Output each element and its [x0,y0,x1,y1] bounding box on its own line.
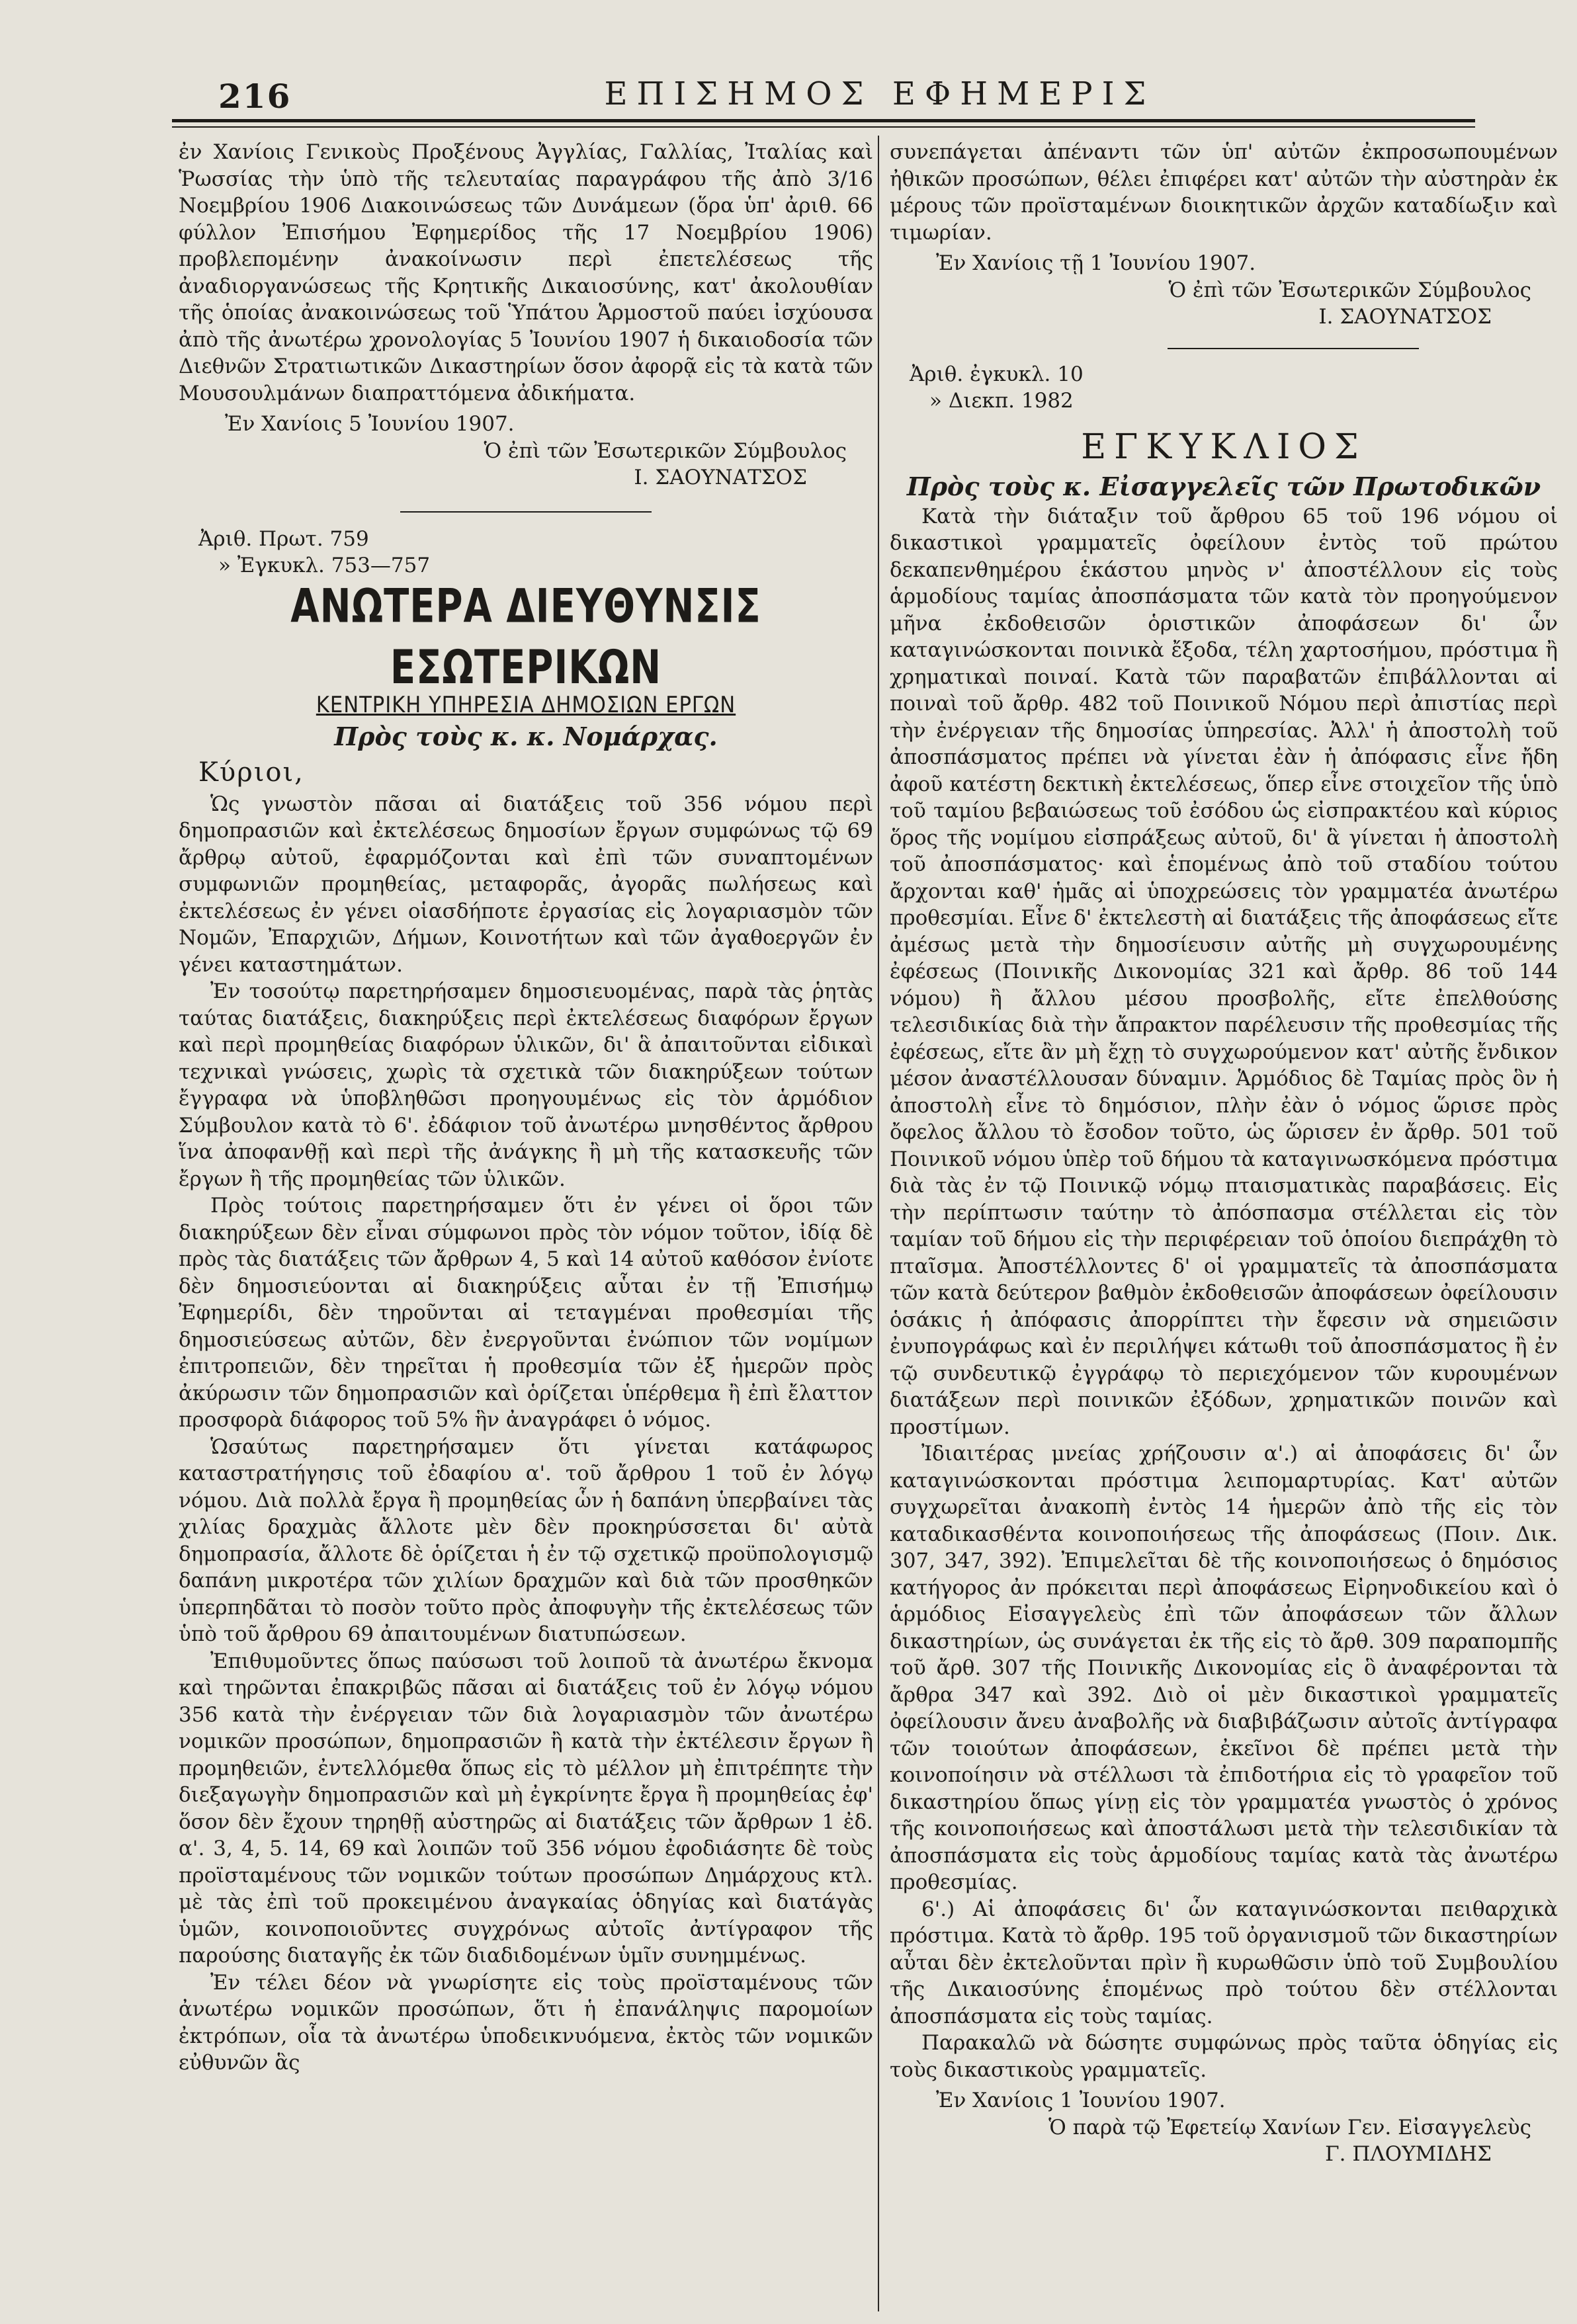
body-paragraph: Κατὰ τὴν διάταξιν τοῦ ἄρθρου 65 τοῦ 196 νόμου οἱ δικαστικοὶ γραμματεῖς ὀφείλουν ἐντὸς τοῦ πρώτου δεκαπενθημέρου ἑκάστου μηνὸς ν' ἀποστέλλουν εἰς τοὺς ἁρμοδίους ταμίας ἀποσπάσματα τῶν κατὰ τὸν προηγούμενον μῆνα ἐκδοθεισῶν ὁριστικῶν ἀποφάσεων δι' ὧν καταγινώσκονται ποινικὰ ἔξοδα, τέλη χαρτοσήμου, πρόστιμα ἢ χρηματικαὶ ποιναί. Κατὰ τῶν παραβατῶν ἐπιβάλλονται αἱ ποιναὶ τοῦ ἄρθρ. 482 τοῦ Ποινικοῦ Νόμου περὶ ἀπιστίας περὶ τὴν ἐνέργειαν τῆς δημοσίας ὑπηρεσίας. Ἀλλ' ἡ ἀποστολὴ τοῦ ἀποσπάσματος πρέπει νὰ γίνεται ἐὰν ἡ ἀπόφασις εἶνε ἤδη ἀφοῦ κατέστη δεκτικὴ ἐκτελέσεως, ὅπερ εἶνε στοιχεῖον τῆς ὑπὸ τοῦ ταμίου βεβαιώσεως τοῦ ἐσόδου ὡς εἰσπρακτέου καὶ κύριος ὅρος τῆς νομίμου εἰσπράξεως αὐτοῦ, δι' ἃ γίνεται ἡ ἀποστολὴ τοῦ ἀποσπάσματος· καὶ ἑπομένως ἀπὸ τοῦ σταδίου τούτου ἄρχονται καθ' ἡμᾶς αἱ ὑποχρεώσεις τὸν γραμματέα ἀνωτέρω προθεσμίαι. Εἶνε δ' ἐκτελεστὴ αἱ διατάξεις τῆς ἀποφάσεως εἴτε ἀμέσως μετὰ τὴν δημοσίευσιν αὐτῆς μὴ συγχωρουμένης ἐφέσεως (Ποινικῆς Δικονομίας 321 καὶ ἄρθρ. 86 τοῦ 144 νόμου) ἢ ἄλλου μέσου προσβολῆς, εἴτε ἐπελθούσης τελεσιδικίας διὰ τὴν ἄπρακτον παρέλευσιν τῆς προθεσμίας τῆς ἐφέσεως, εἴτε ἂν μὴ ἔχῃ τὸ συγχωρούμενον κατ' αὐτῆς ἔνδικον μέσον ἀναστέλλουσαν δύναμιν. Ἁρμόδιος δὲ Ταμίας πρὸς ὃν ἡ ἀποστολὴ εἶνε τὸ δημόσιον, πλὴν ἐὰν ὁ νόμος ὥρισε πρὸς ὄφελος ἄλλου τὸ ἔσοδον τοῦτο, ὡς ὥρισεν ἐν ἄρθρ. 501 τοῦ Ποινικοῦ νόμου ὑπὲρ τοῦ δήμου τὰ καταγινωσκόμενα πρόστιμα διὰ τὰς ἐν τῷ Ποινικῷ νόμῳ πταισματικὰς παραβάσεις. Εἰς τὴν περίπτωσιν ταύτην τὸ ἀπόσπασμα στέλλεται εἰς τὸν ταμίαν τοῦ δήμου εἰς τὴν περιφέρειαν τοῦ ὁποίου διεπράχθη τὸ πταῖσμα. Ἀποστέλλοντες δ' οἱ γραμματεῖς τὰ ἀποσπάσματα τῶν κατὰ δεύτερον βαθμὸν ἐκδοθεισῶν ἀποφάσεων ὀφείλουσιν ὁσάκις ἡ ἀπόφασις ἀπορρίπτει τὴν ἔφεσιν νὰ σημειῶσιν ἐνυπογράφως καὶ ἐν περιλήψει κάτωθι τοῦ ἀποσπάσματος ἢ ἐν τῷ συνδευτικῷ ἐγγράφῳ τὸ περιεχόμενον τῶν κυρουμένων διατάξεων περὶ ποινικῶν ἐξόδων, χρηματικῶν ποινῶν καὶ προστίμων. [890,504,1558,1439]
continuation-paragraph: συνεπάγεται ἀπέναντι τῶν ὑπ' αὐτῶν ἐκπροσωπουμένων ἠθικῶν προσώπων, θέλει ἐπιφέρει κατ' αὐτῶν τὴν αὐστηρὰν ἐκ μέρους τῶν προϊσταμένων διοικητικῶν ἀρχῶν καταδίωξιν καὶ τιμωρίαν. [890,140,1558,245]
circular-addressee: Πρὸς τοὺς κ. Εἰσαγγελεῖς τῶν Πρωτοδικῶν [906,471,1541,501]
circular-title: ΕΓΚΥΚΛΙΟΣ [1081,427,1367,467]
addressee: Πρὸς τοὺς κ. κ. Νομάρχας. [334,721,718,751]
body-paragraph: Ἐν τέλει δέον νὰ γνωρίσητε εἰς τοὺς προϊσταμένους τῶν ἀνωτέρω νομικῶν προσώπων, ὅτι ἡ ἐπανάληψις παρομοίων ἐκτρόπων, οἷα τὰ ἀνωτέρω ὑποδεικνυόμενα, ἐκτὸς τῶν νομικῶν εὐθυνῶν ἃς [179,1970,873,2075]
body-paragraph: Ἐπιθυμοῦντες ὅπως παύσωσι τοῦ λοιποῦ τὰ ἀνωτέρω ἔκνομα καὶ τηρῶνται ἐπακριβῶς πᾶσαι αἱ διατάξεις τοῦ ἐν λόγῳ νόμου 356 κατὰ τὴν ἐνέργειαν τῶν διὰ λογαριασμὸν τῶν ἀνωτέρω νομικῶν προσώπων, δημοπρασιῶν ἢ κατὰ τὴν ἐκτέλεσιν ἔργων ἢ προμηθειῶν, ἐντελλόμεθα ὅπως εἰς τὸ μέλλον μὴ ἐπιτρέπητε τὴν διεξαγωγὴν δημοπρασιῶν καὶ μὴ ἐγκρίνητε ἔργα ἢ προμηθείας ἐφ' ὅσον δὲν ἔχουν τηρηθῇ αὐστηρῶς αἱ διατάξεις τῶν ἄρθρων 1 ἐδ. α'. 3, 4, 5. 14, 69 καὶ λοιπῶν τοῦ 356 νόμου ἐφοδιάσητε δὲ τοὺς προϊσταμένους τῶν νομικῶν τούτων προσώπων Δημάρχους κτλ. μὲ τὰς ἐπὶ τοῦ προκειμένου ἀναγκαίας ὁδηγίας καὶ διατάγὰς ὑμῶν, κοινοποιοῦντες συγχρόνως αὐτοῖς ἀντίγραφον τῆς παρούσης διαταγῆς ἐκ τῶν διαδιδομένων ὑμῖν συνημμένως. [179,1649,873,1968]
intro-paragraph: ἐν Χανίοις Γενικοὺς Προξένους Ἀγγλίας, Γαλλίας, Ἰταλίας καὶ Ῥωσσίας τὴν ὑπὸ τῆς τελευταίας παραγράφου τῆς ἀπὸ 3/16 Νοεμβρίου 1906 Διακοινώσεως τῶν Δυνάμεων (ὅρα ὑπ' ἀριθ. 66 φύλλον Ἐπισήμου Ἐφημερίδος τῆς 17 Νοεμβρίου 1906) προβλεπομένην ἀνακοίνωσιν περὶ ἐπετελέσεως τῆς ἀναδιοργανώσεως τῆς Κρητικῆς Δικαιοσύνης, κατ' ἀκολουθίαν τῆς ὁποίας ἀνακοινώσεως τοῦ Ὑπάτου Ἁρμοστοῦ παύει ἰσχύουσα ἀπὸ τῆς ἀνωτέρω χρονολογίας 5 Ἰουνίου 1907 ἡ δικαιοδοσία τῶν Διεθνῶν Στρατιωτικῶν Δικαστηρίων ὅσον ἀφορᾷ εἰς τὰ κατὰ τῶν Μουσουλμάνων διαπραττόμενα ἀδικήματα. [179,140,873,405]
section-title: ΑΝΩΤΕΡΑ ΔΙΕΥΘΥΝΣΙΣ ΕΣΩΤΕΡΙΚΩΝ [290,579,761,694]
left-column [179,139,873,2077]
header-rule-thin [172,126,1475,128]
reference-circular: » Ἐγκυκλ. 753—757 [218,554,431,577]
body-paragraph: Ὡς γνωστὸν πᾶσαι αἱ διατάξεις τοῦ 356 νόμου περὶ δημοπρασιῶν καὶ ἐκτελέσεως δημοσίων ἔργων συμφώνως τῷ 69 ἄρθρῳ αὐτοῦ, ἐφαρμόζονται καὶ ἐπὶ τῶν συναπτομένων συμφωνιῶν προμηθείας, μεταφορᾶς, ἀγορᾶς πωλήσεως καὶ ἐκτελέσεως ἐν γένει οἱασδήποτε ἐργασίας εἰς λογαριασμὸν τῶν Νομῶν, Ἐπαρχιῶν, Δήμων, Κοινοτήτων καὶ τῶν ἀγαθοεργῶν ἐν γένει καταστημάτων. [179,792,873,977]
reference-circular: Ἀριθ. ἐγκυκλ. 10 [910,362,1084,386]
header-rule [172,119,1475,122]
signature-title: Ὁ ἐπὶ τῶν Ἐσωτερικῶν Σύμβουλος [1168,278,1531,302]
signature-title: Ὁ ἐπὶ τῶν Ἐσωτερικῶν Σύμβουλος [484,438,847,463]
body-paragraph: Ἐν τοσούτῳ παρετηρήσαμεν δημοσιευομένας, παρὰ τὰς ῥητὰς ταύτας διατάξεις, διακηρύξεις περὶ ἐκτελέσεως διαφόρων ἔργων καὶ περὶ προμηθείας διαφόρων ὑλικῶν, δι' ἃ ἀπαιτοῦνται εἰδικαὶ τεχνικαὶ γνώσεις, χωρὶς τὰ σχετικὰ τῶν διακηρύξεων τούτων ἔγγραφα νὰ ὑποβληθῶσι προηγουμένως εἰς τὸν ἁρμόδιον Σύμβουλον κατὰ τὸ 6'. ἐδάφιον τοῦ ἀνωτέρω μνησθέντος ἄρθρου ἵνα ἀποφανθῇ καὶ περὶ τῆς ἀνάγκης ἢ μὴ τῆς κατασκευῆς τῶν ἔργων ἢ τῆς προμηθείας τῶν ὑλικῶν. [179,979,873,1191]
reference-dispatch: » Διεκπ. 1982 [929,389,1074,413]
right-column [890,139,1558,2168]
reference-protocol: Ἀριθ. Πρωτ. 759 [198,526,369,551]
page-header [172,71,1475,124]
body-paragraph: Ὡσαύτως παρετηρήσαμεν ὅτι γίνεται κατάφωρος καταστρατήγησις τοῦ ἐδαφίου α'. τοῦ ἄρθρου 1 τοῦ ἐν λόγῳ νόμου. Διὰ πολλὰ ἔργα ἢ προμηθείας ὧν ἡ δαπάνη ὑπερβαίνει τὰς χιλίας δραχμὰς ἄλλοτε μὲν δὲν προκηρύσσεται δι' αὐτὰ δημοπρασία, ἄλλοτε δὲ ὁρίζεται ἡ ἐν τῷ σχετικῷ προϋπολογισμῷ δαπάνη μικροτέρα τῶν χιλίων δραχμῶν καὶ διὰ τῶν προσθηκῶν ὑπερπηδᾶται τὸ ποσὸν τοῦτο πρὸς ἀποφυγὴν τῆς ἐκτελέσεως τῶν ὑπὸ τοῦ ἄρθρου 69 ἀπαιτουμένων διατυπώσεων. [179,1434,873,1646]
page-number: 216 [218,77,292,116]
column-divider [878,136,879,2311]
signature-name: Ι. ΣΑΟΥΝΑΤΣΟΣ [634,466,807,489]
section-subtitle: ΚΕΝΤΡΙΚΗ ΥΠΗΡΕΣΙΑ ΔΗΜΟΣΙΩΝ ΕΡΓΩΝ [316,691,736,718]
body-paragraph: Παρακαλῶ νὰ δώσητε συμφώνως πρὸς ταῦτα ὁδηγίας εἰς τοὺς δικαστικοὺς γραμματεῖς. [890,2031,1558,2082]
body-paragraph: Πρὸς τούτοις παρετηρήσαμεν ὅτι ἐν γένει οἱ ὅροι τῶν διακηρύξεων δὲν εἶναι σύμφωνοι πρὸς τὸν νόμον τοῦτον, ἰδίᾳ δὲ πρὸς τὰς διατάξεις τῶν ἄρθρων 4, 5 καὶ 14 αὐτοῦ καθόσον ἐνίοτε δὲν δημοσιεύονται αἱ διακηρύξεις αὗται ἐν τῇ Ἐπισήμῳ Ἐφημερίδι, δὲν τηροῦνται αἱ τεταγμέναι προθεσμίαι τῆς δημοσιεύσεως αὐτῶν, δὲν ἐνεργοῦνται ἐνώπιον τῶν νομίμων ἐπιτροπειῶν, δὲν τηρεῖται ἡ προθεσμία τῶν ἐξ ἡμερῶν πρὸς ἀκύρωσιν τῶν δημοπρασιῶν καὶ ὁρίζεται ὑπέρθεμα ἢ ἐπὶ ἔλαττον προσφορὰ διάφορος τοῦ 5% ἣν ἀναγράφει ὁ νόμος. [179,1194,873,1432]
signature-name: Γ. ΠΛΟΥΜΙΔΗΣ [1325,2142,1492,2166]
signature-name: Ι. ΣΑΟΥΝΑΤΣΟΣ [1318,305,1492,329]
body-paragraph: 6'.) Αἱ ἀποφάσεις δι' ὧν καταγινώσκονται πειθαρχικὰ πρόστιμα. Κατὰ τὸ ἄρθρ. 195 τοῦ ὀργανισμοῦ τῶν δικαστηρίων αὗται δὲν ἐκτελοῦνται πρὶν ἢ κυρωθῶσιν ὑπὸ τοῦ Συμβουλίου τῆς Δικαιοσύνης ἑπομένως πρὸ τούτου δὲν στέλλονται ἀποσπάσματα εἰς τοὺς ταμίας. [890,1897,1558,2028]
signature-title: Ὁ παρὰ τῷ Ἐφετείῳ Χανίων Γεν. Εἰσαγγελεὺς [1048,2115,1531,2139]
separator [1168,348,1419,349]
masthead: ΕΠΙΣΗΜΟΣ ΕΦΗΜΕΡΙΣ [604,75,1156,112]
body-paragraph: Ἰδιαιτέρας μνείας χρήζουσιν α'.) αἱ ἀποφάσεις δι' ὧν καταγινώσκονται πρόστιμα λειπομαρτυρίας. Κατ' αὐτῶν συγχωρεῖται ἀνακοπὴ ἐντὸς 14 ἡμερῶν ἀπὸ τῆς εἰς τὸν καταδικασθέντα κοινοποιήσεως τῆς ἀποφάσεως (Ποιν. Δικ. 307, 347, 392). Ἐπιμελεῖται δὲ τῆς κοινοποιήσεως ὁ δημόσιος κατήγορος ἀν πρόκειται περὶ ἀποφάσεως Εἰρηνοδικείου καὶ ὁ ἁρμόδιος Εἰσαγγελεὺς ἐπὶ τῶν ἀποφάσεων τῶν ἄλλων δικαστηρίων, ὡς συνάγεται ἐκ τῆς εἰς τὸ ἄρθ. 309 παραπομπῆς τοῦ ἄρθ. 307 τῆς Ποινικῆς Δικονομίας εἰς ὃ ἀναφέρονται τὰ ἄρθρα 347 καὶ 392. Διὸ οἱ μὲν δικαστικοὶ γραμματεῖς ὀφείλουσιν ἄνευ ἀναβολῆς νὰ διαβιβάζωσιν αὐτοῖς ἀντίγραφα τῶν τοιούτων ἀποφάσεων, ἐκεῖνοι δὲ πρέπει μετὰ τὴν κοινοποίησιν νὰ στέλλωσι τὰ ἐπιδοτήρια εἰς τὸ γραφεῖον τοῦ δικαστηρίου ὅπως γίνῃ εἰς τὸν γραμματέα γνωστὸς ὁ χρόνος τῆς κοινοποιήσεως καὶ ἀποστάλωσι μετὰ τὴν τελεσιδικίαν τὰ ἀποσπάσματα εἰς τοὺς ἁρμοδίους ταμίας κατὰ τὰς ἀνωτέρω προθεσμίας. [890,1442,1558,1894]
separator [400,511,652,513]
salutation: Κύριοι, [198,757,304,788]
date-line: Ἐν Χανίοις 1 Ἰουνίου 1907. [936,2089,1226,2112]
date-line: Ἐν Χανίοις 5 Ἰουνίου 1907. [225,412,515,436]
date-line: Ἐν Χανίοις τῇ 1 Ἰουνίου 1907. [936,251,1256,275]
